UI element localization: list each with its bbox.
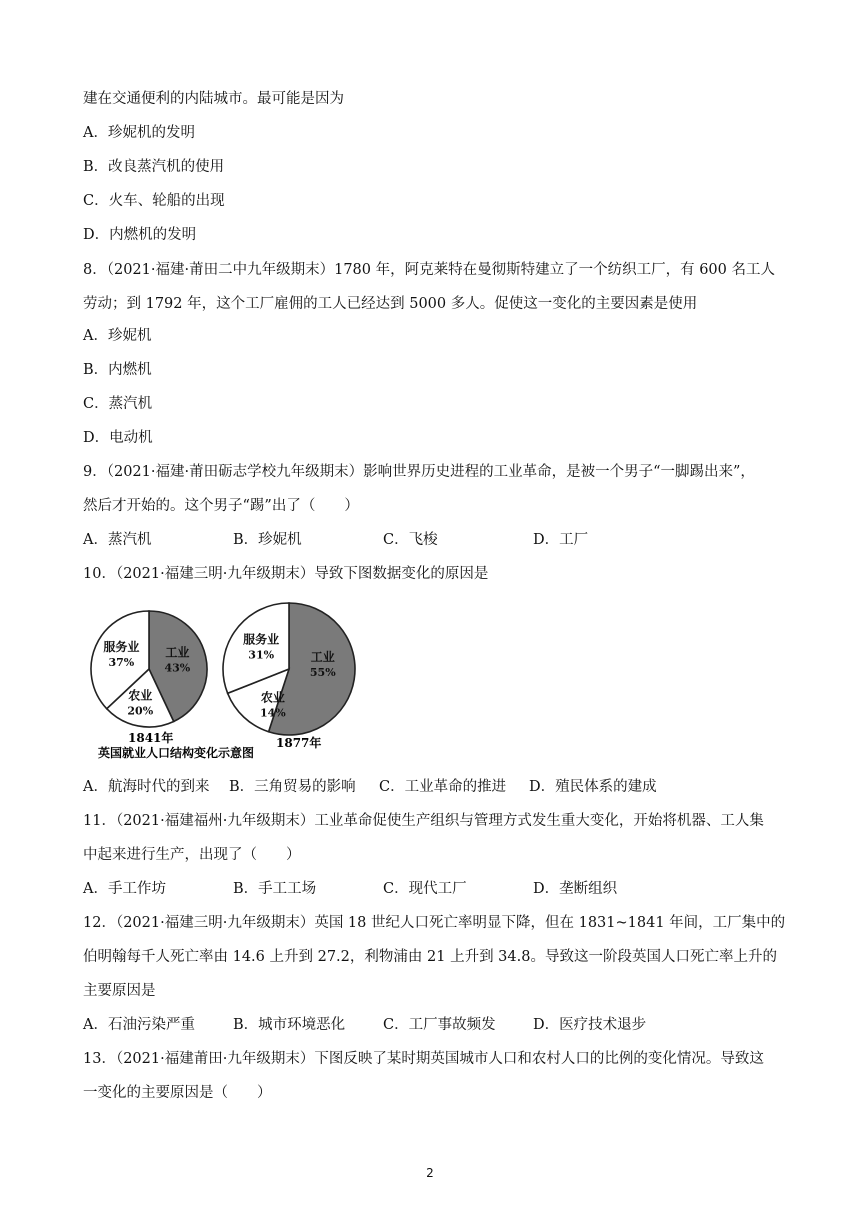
pie-slice-percent: 43% xyxy=(164,661,191,675)
pie-year-1877: 1877年 xyxy=(276,736,322,750)
pie-chart-1877 xyxy=(223,603,355,735)
q11-stem-line1: 11．（2021·福建福州·九年级期末）工业革命促使生产组织与管理方式发生重大变化，开始将机器、工人集 xyxy=(83,813,764,829)
q7-stem-tail: 建在交通便利的内陆城市。最可能是因为 xyxy=(83,91,344,107)
pie-slice-percent: 31% xyxy=(248,648,275,662)
q9-option-b: B．珍妮机 xyxy=(233,532,302,548)
q11-option-b: B．手工工场 xyxy=(233,881,317,897)
pie-slice-label: 农业 xyxy=(260,690,285,705)
q7-option-a: A．珍妮机的发明 xyxy=(83,125,195,141)
q12-option-d: D．医疗技术退步 xyxy=(533,1017,647,1033)
q11-option-c: C．现代工厂 xyxy=(383,881,467,897)
q7-option-b: B．改良蒸汽机的使用 xyxy=(83,159,225,175)
q7-option-d: D．内燃机的发明 xyxy=(83,227,197,243)
pie-slice-percent: 20% xyxy=(127,704,154,718)
pie-chart-1841 xyxy=(91,611,207,727)
pie-slice-label: 工业 xyxy=(165,645,190,660)
q10-option-a: A．航海时代的到来 xyxy=(83,779,210,795)
q12-option-b: B．城市环境恶化 xyxy=(233,1017,346,1033)
q12-stem-line3: 主要原因是 xyxy=(83,983,156,999)
q11-option-a: A．手工作坊 xyxy=(83,881,166,897)
pie-slice-label: 服务业 xyxy=(243,632,280,647)
q12-stem-line1: 12．（2021·福建三明·九年级期末）英国 18 世纪人口死亡率明显下降，但在 1831~1841 年间，工厂集中的 xyxy=(83,915,786,931)
q13-stem-line2: 一变化的主要原因是（ ） xyxy=(83,1085,272,1101)
q10-stem: 10．（2021·福建三明·九年级期末）导致下图数据变化的原因是 xyxy=(83,566,489,582)
q8-stem-line1: 8．（2021·福建·莆田二中九年级期末）1780 年，阿克莱特在曼彻斯特建立了一个纺织工厂，有 600 名工人 xyxy=(83,262,775,278)
pie-year-1841: 1841年 xyxy=(128,731,174,745)
q8-stem-line2: 劳动；到 1792 年，这个工厂雇佣的工人已经达到 5000 多人。促使这一变化的主要因素是使用 xyxy=(83,296,698,312)
pie-slice-percent: 55% xyxy=(309,666,336,680)
pie-slice-label: 服务业 xyxy=(103,640,140,655)
q8-option-c: C．蒸汽机 xyxy=(83,396,153,412)
q12-stem-line2: 伯明翰每千人死亡率由 14.6 上升到 27.2，利物浦由 21 上升到 34.8。导致这一阶段英国人口死亡率上升的 xyxy=(83,949,777,965)
q9-stem-line1: 9．（2021·福建·莆田砺志学校九年级期末）影响世界历史进程的工业革命，是被一个男子“一脚踢出来”， xyxy=(83,464,755,480)
q8-option-b: B．内燃机 xyxy=(83,362,152,378)
pie-slice-percent: 37% xyxy=(108,656,135,670)
q10-option-c: C．工业革命的推进 xyxy=(379,779,507,795)
pie-slice-label: 工业 xyxy=(310,650,335,665)
q10-option-d: D．殖民体系的建成 xyxy=(529,779,657,795)
employment-structure-figure xyxy=(88,596,368,766)
pie-slice-percent: 14% xyxy=(259,706,286,720)
q10-option-b: B．三角贸易的影响 xyxy=(229,779,356,795)
q9-stem-line2: 然后才开始的。这个男子“踢”出了（ ） xyxy=(83,498,359,514)
q8-option-a: A．珍妮机 xyxy=(83,328,152,344)
q12-option-a: A．石油污染严重 xyxy=(83,1017,195,1033)
q9-option-c: C．飞梭 xyxy=(383,532,438,548)
q9-option-d: D．工厂 xyxy=(533,532,589,548)
q9-option-a: A．蒸汽机 xyxy=(83,532,152,548)
pie-charts-svg xyxy=(88,596,368,766)
q7-option-c: C．火车、轮船的出现 xyxy=(83,193,225,209)
page-number: 2 xyxy=(426,1166,434,1180)
q8-option-d: D．电动机 xyxy=(83,430,153,446)
q11-stem-line2: 中起来进行生产，出现了（ ） xyxy=(83,847,301,863)
q11-option-d: D．垄断组织 xyxy=(533,881,618,897)
q13-stem-line1: 13．（2021·福建莆田·九年级期末）下图反映了某时期英国城市人口和农村人口的比例的变化情况。导致这 xyxy=(83,1051,764,1067)
figure-caption: 英国就业人口结构变化示意图 xyxy=(98,746,255,760)
q12-option-c: C．工厂事故频发 xyxy=(383,1017,496,1033)
pie-slice-label: 农业 xyxy=(128,688,153,703)
